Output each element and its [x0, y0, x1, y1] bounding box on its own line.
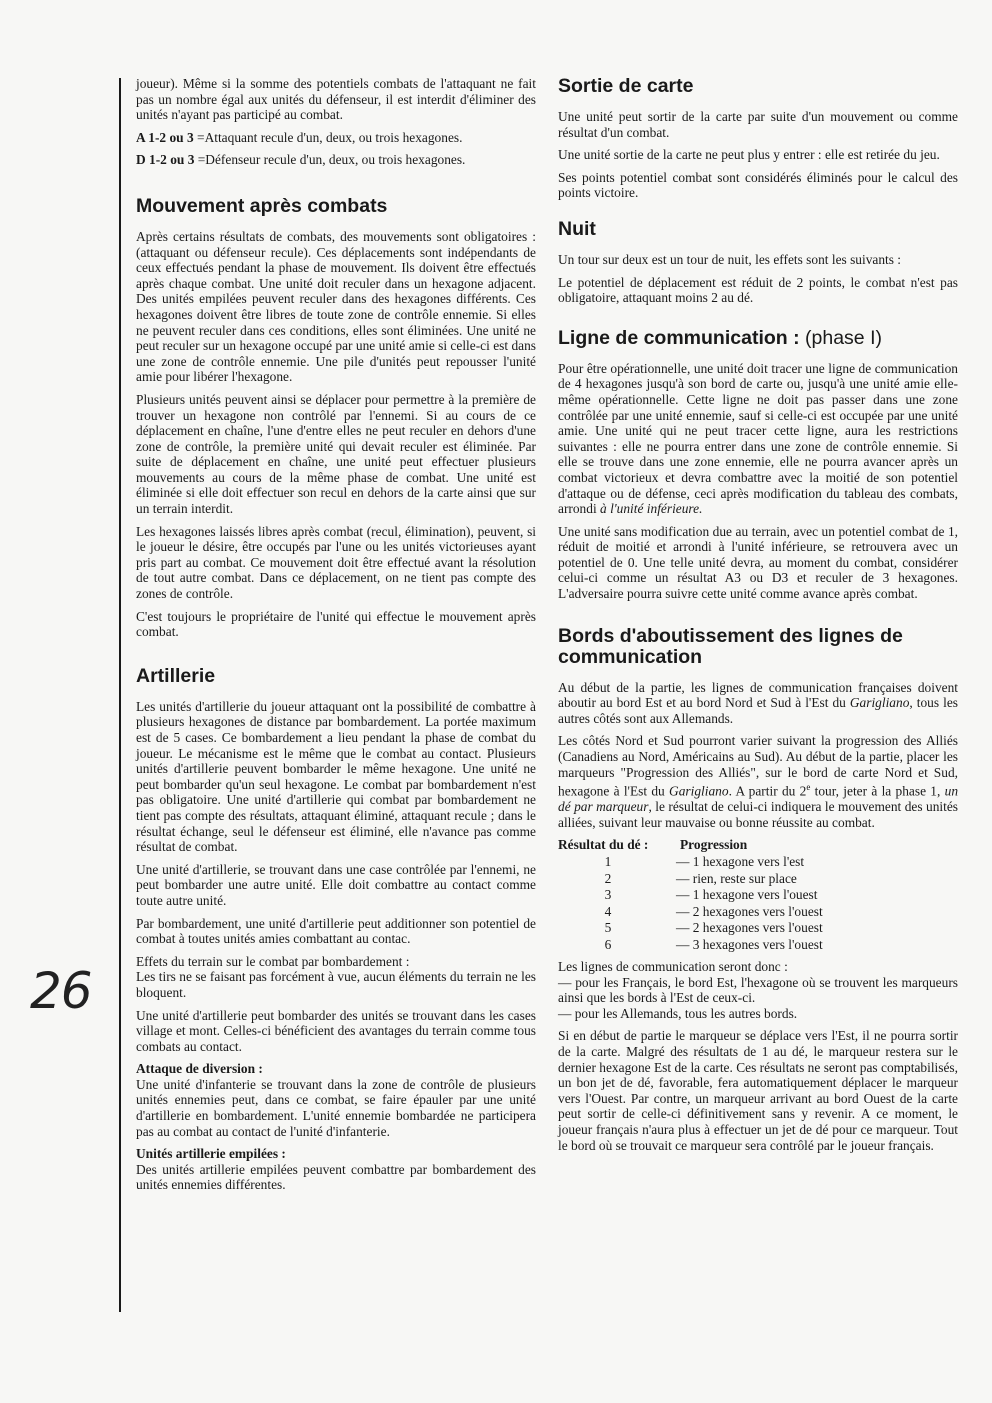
paragraph: [558, 680, 958, 727]
paragraph: joueur). Même si la somme des potentiels combats de l'attaquant ne fait pas un nombre égal aux unités du défenseur, il est interdit d'éliminer des unités n'ayant pas participé au combat.: [136, 76, 536, 123]
paragraph: Les hexagones laissés libres après combat (recul, élimination), peuvent, si le joueur le désire, être occupés par l'une ou les unités victorieuses ayant pris part au combat. Ce mouvement doit être effectué avant la résolution de tout autre combat. Dans ce déplacement, on ne tient pas compte des zones de contrôle.: [136, 523, 536, 602]
table-cell: 3: [604, 887, 612, 903]
subsection-empilees: [136, 1146, 536, 1193]
paragraph-line: — pour les Français, le bord Est, l'hexagone où se trouvent les marqueurs ainsi que les bords à l'Est de ceux-ci.: [558, 974, 958, 1006]
paragraph-text: Les côtés Nord et Sud pourront varier suivant la progression des Alliés (Canadiens au Nord, Américains au Sud). Au début de la partie, placer les marqueurs "Progression des Alliés", sur le bord de carte Nord et Sud, hexagone à l'Est du: [558, 733, 958, 799]
paragraph: [558, 959, 958, 1021]
paragraph: [558, 733, 958, 830]
paragraph-line: Les lignes de communication seront donc :: [558, 959, 788, 975]
paragraph: Une unité d'artillerie peut bombarder des unités se trouvant dans les cases village et mont. Celles-ci bénéficient des avantages du terrain comme tous combats au contact.: [136, 1007, 536, 1054]
paragraph: Ses points potentiel combat sont considérés éliminés pour le calcul des points victoire.: [558, 169, 958, 201]
result-text: =Défenseur recule d'un, deux, ou trois hexagones.: [194, 152, 466, 168]
subsection-text: Des unités artillerie empilées peuvent combattre par bombardement des unités ennemies différentes.: [136, 1161, 536, 1193]
section-heading-nuit: Nuit: [558, 217, 596, 240]
result-line-defender: [136, 152, 536, 168]
table-header-cell: Progression: [680, 837, 748, 853]
heading-text: Ligne de communication :: [558, 326, 800, 349]
table-row: [558, 887, 823, 904]
paragraph: [136, 954, 536, 1001]
result-code: D 1-2 ou 3: [136, 152, 195, 168]
paragraph: Par bombardement, une unité d'artillerie peut additionner son potentiel de combat à toutes unités amies combattant au contac.: [136, 915, 536, 947]
paragraph-text: , tous les autres côtés sont aux Allemands.: [558, 695, 958, 726]
table-cell: — 2 hexagones vers l'ouest: [676, 920, 823, 936]
section-heading-bords: Bords d'aboutissement des lignes de communication: [558, 624, 903, 668]
table-cell: 2: [604, 870, 612, 886]
paragraph: Le potentiel de déplacement est réduit de 2 points, le combat n'est pas obligatoire, attaquant moins 2 au dé.: [558, 274, 958, 306]
subsection-text: Une unité d'infanterie se trouvant dans la zone de contrôle de plusieurs unités ennemies peut, dans ce combat, se faire épauler par une unité d'artillerie en bombardement. L'unité ennemie bombardée ne participera pas au combat au contact de l'unité d'infanterie.: [136, 1076, 536, 1139]
paragraph: Après certains résultats de combats, des mouvements sont obligatoires : (attaquant ou défenseur recule). Ces déplacements sont indépendants de ceux effectués pendant la phase de mouvement. Ils doivent être effectués après chaque combat. Une unité doit reculer dans un hexagone adjacent. Des unités empilées peuvent reculer dans des hexagones différents. Ces hexagones doivent être libres de toute zone de contrôle ennemie. Si elles ne peuvent reculer dans ces conditions, elles sont éliminées. Une unité ne peut reculer sur un hexagone occupé par une unité amie si celle-ci est dans une zone de contrôle ennemie. Une pile d'unités peut repousser l'unité amie pour libérer l'hexagone.: [136, 228, 536, 385]
heading-phase: (phase I): [799, 326, 882, 349]
table-row: [558, 854, 823, 871]
section-heading-sortie: Sortie de carte: [558, 75, 694, 97]
paragraph: Si en début de partie le marqueur se déplace vers l'Est, il ne pourra sortir de la carte. Malgré des résultats de 1 au dé, le marqueur restera sur le dernier hexagone Est de la carte. Ces résultats ne seront pas comptabilisés, un bon jet de dé, favorable, fera automatiquement déplacer le marqueur vers l'Ouest. Par contre, un marqueur arrivant au bord Ouest de la carte peut sortir de celle-ci définitivement sans y revenir. A ce moment, le joueur français n'aura plus à effectuer un jet de dé pour ce marqueur. Tout le bord où se trouvait ce marqueur sera contrôlé par le joueur français.: [558, 1028, 958, 1153]
paragraph-text: Au début de la partie, les lignes de communication françaises doivent aboutir au bord Est et au bord Nord et Sud à l'Est du: [558, 679, 958, 711]
paragraph-line: Les tirs ne se faisant pas forcément à vue, aucun éléments du terrain ne les bloquent.: [136, 969, 536, 1000]
paragraph: Une unité d'artillerie, se trouvant dans une case contrôlée par l'ennemi, ne peut bombarder une autre unité. Elle doit combattre au contact comme toute autre unité.: [136, 861, 536, 908]
page-number: 26: [30, 962, 92, 1020]
paragraph: Plusieurs unités peuvent ainsi se déplacer pour permettre à la première de trouver un hexagone non contrôlé par l'ennemi. Si au cours de ce déplacement en chaîne, l'une d'entre elles ne peut reculer en dehors d'une zone de contrôle, la première unité qui devait reculer est éliminée. Par suite de déplacement en chaîne, une unité peut effectuer plusieurs mouvements au cours de la même phase de combat. Une unité est éliminée si elle doit effectuer son recul en dehors de la carte ainsi que sur un terrain interdit.: [136, 391, 536, 517]
paragraph-line: — pour les Allemands, tous les autres bords.: [558, 1005, 798, 1021]
table-cell: — rien, reste sur place: [676, 870, 797, 886]
table-row: [558, 937, 823, 954]
dice-progression-table: [558, 837, 823, 953]
section-heading-ligne: [558, 328, 958, 349]
italic-text: un dé par marqueur: [558, 783, 959, 815]
paragraph: Une unité sans modification due au terrain, avec un potentiel combat de 1, réduit de moitié et arrondi à l'unité inférieure, se retrouvera avec un potentiel de 0. Une telle unité devra, au moment du combat, considérer celui-ci comme un résultat A3 ou D3 et reculer de 3 hexagones. L'adversaire pourra suivre cette unité comme avance après combat.: [558, 523, 958, 602]
result-code: A 1-2 ou 3: [136, 129, 194, 145]
result-text: =Attaquant recule d'un, deux, ou trois hexagones.: [193, 129, 463, 145]
subsection-heading: Attaque de diversion :: [136, 1061, 263, 1077]
table-cell: 5: [604, 920, 612, 936]
paragraph: Les unités d'artillerie du joueur attaquant ont la possibilité de combattre à plusieurs hexagones de distance par bombardement. La portée maximum est de 5 cases. Ce bombardement a lieu pendant la phase de combat du joueur. Le mécanisme est le même que le combat au contact. Plusieurs unités d'artillerie peuvent bombarder le même hexagone. Une unité ne peut bombarder qu'un seul hexagone. Le combat par bombardement n'est pas obligatoire. Une unité d'artillerie qui combat par bombardement ne tient pas compte des résultats, attaquant éliminé, attaquant recule ; dans le résultat échange, seul le défenseur est éliminé, elle n'avance pas comme résultat de combat.: [136, 698, 536, 855]
paragraph-text: . A partir du 2: [728, 783, 807, 799]
subsection-heading: Unités artillerie empilées :: [136, 1146, 286, 1162]
paragraph: [558, 361, 958, 517]
paragraph: Un tour sur deux est un tour de nuit, les effets sont les suivants :: [558, 251, 902, 267]
table-cell: — 1 hexagone vers l'est: [676, 854, 805, 870]
table-cell: — 2 hexagones vers l'ouest: [676, 903, 823, 919]
paragraph: Une unité peut sortir de la carte par suite d'un mouvement ou comme résultat d'un combat.: [558, 109, 958, 140]
table-row: [558, 920, 823, 937]
result-line-attacker: [136, 130, 536, 146]
table-cell: — 1 hexagone vers l'ouest: [676, 887, 818, 903]
left-column: [136, 76, 536, 1200]
italic-text: Garigliano: [669, 783, 729, 799]
table-row: [558, 871, 823, 888]
table-cell: — 3 hexagones vers l'ouest: [676, 936, 823, 952]
table-row: [558, 904, 823, 921]
italic-text: à l'unité inférieure.: [600, 501, 703, 517]
superscript: e: [806, 782, 811, 793]
section-heading-mouvement: Mouvement après combats: [136, 194, 388, 217]
table-cell: 6: [604, 936, 612, 952]
paragraph-line: Effets du terrain sur le combat par bombardement :: [136, 953, 410, 969]
left-margin-rule: [119, 78, 121, 1312]
section-heading-artillerie: Artillerie: [136, 664, 216, 687]
right-column: [558, 76, 958, 1160]
paragraph-text: tour, jeter à la phase 1,: [810, 783, 945, 799]
paragraph-text: Pour être opérationnelle, une unité doit tracer une ligne de communication de 4 hexagones jusqu'à son bord de carte ou, jusqu'à une unité amie elle-même opérationnelle. Cette ligne ne doit pas passer dans une zone contrôlée par une unité ennemie, sauf si celle-ci est occupée par une unité amie. Une unité qui ne peut tracer cette ligne, aura les restrictions suivantes : elle ne pourra entrer dans une zone de contrôle ennemie. Si elle se trouve dans une zone ennemie, elle ne pourra avancer après un combat victorieux et devra combattre avec la moitié de son potentiel d'attaque ou de défense, ceci après modification du tableau des combats, arrondi: [558, 360, 958, 517]
paragraph: Une unité sortie de la carte ne peut plus y entrer : elle est retirée du jeu.: [558, 147, 940, 163]
table-cell: 4: [604, 903, 612, 919]
table-header-cell: Résultat du dé :: [558, 837, 649, 853]
table-cell: 1: [604, 854, 612, 870]
paragraph: C'est toujours le propriétaire de l'unité qui effectue le mouvement après combat.: [136, 608, 536, 640]
paragraph-text: , le résultat de celui-ci indiquera le mouvement des unités alliées, suivant leur mauvaise ou bonne réussite au combat.: [558, 799, 958, 830]
italic-text: Garigliano: [849, 695, 910, 711]
subsection-diversion: [136, 1061, 536, 1139]
table-header-row: [558, 837, 823, 854]
